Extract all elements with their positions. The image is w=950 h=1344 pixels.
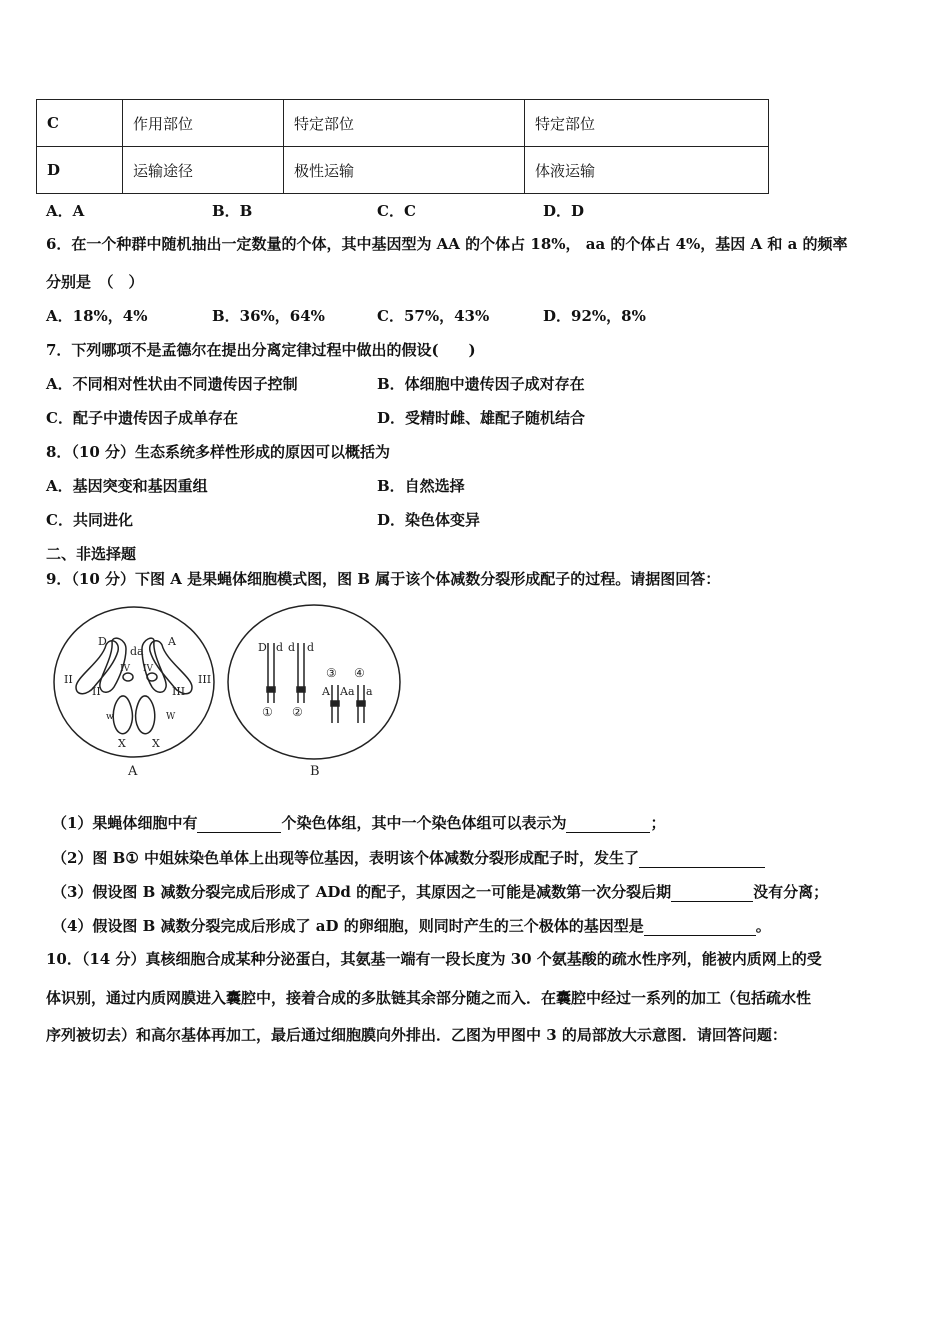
q9-sub3-text: （3）假设图 B 减数分裂完成后形成了 ADd 的配子，其原因之一可能是减数第一次分裂后期: [52, 883, 672, 901]
q6-option-c[interactable]: C．57%，43%: [377, 307, 490, 325]
table-cell: 作用部位: [123, 100, 284, 147]
answer-blank[interactable]: [644, 919, 756, 936]
q9-stem: 9．（10 分）下图 A 是果蝇体细胞模式图，图 B 属于该个体减数分裂形成配子的过程。请据图回答：: [46, 570, 721, 588]
chromosome-label: D: [98, 635, 107, 648]
chromosome-label: d: [130, 645, 138, 658]
q9-sub4-text: （4）假设图 B 减数分裂完成后形成了 aD 的卵细胞，则同时产生的三个极体的基因型是: [52, 917, 644, 935]
q6-stem-line2: 分别是 （ ）: [46, 273, 144, 291]
q9-sub1-text: ；: [650, 814, 666, 832]
answer-blank[interactable]: [197, 816, 281, 833]
chromosome-label: ③: [326, 666, 337, 680]
chromosome-label: a: [137, 645, 144, 658]
chromosome-label: A: [322, 685, 330, 698]
q7-stem: 7．下列哪项不是孟德尔在提出分离定律过程中做出的假设( ): [46, 341, 476, 359]
answer-blank[interactable]: [639, 851, 765, 868]
chromosome-label: d: [276, 641, 284, 654]
q7-option-c[interactable]: C．配子中遗传因子成单存在: [46, 409, 238, 427]
table-cell: 特定部位: [284, 100, 525, 147]
q9-sub1-text: （1）果蝇体细胞中有: [52, 814, 198, 832]
table-row: [37, 100, 769, 147]
q8-option-a[interactable]: A．基因突变和基因重组: [46, 477, 208, 495]
comparison-table: [36, 99, 769, 194]
cell-diagram: [48, 603, 408, 785]
section-heading: 二、非选择题: [46, 545, 137, 563]
q10-stem-line3: 序列被切去）和高尔基体再加工，最后通过细胞膜向外排出．乙图为甲图中 3 的局部放大示意图．请回答问题：: [46, 1026, 787, 1044]
q6-stem-line1: 6．在一个种群中随机抽出一定数量的个体，其中基因型为 AA 的个体占 18%， aa 的个体占 4%，基因 A 和 a 的频率: [46, 235, 848, 253]
q10-stem-line1: 10．（14 分）真核细胞合成某种分泌蛋白，其氨基一端有一段长度为 30 个氨基酸的疏水性序列，能被内质网上的受: [46, 950, 822, 968]
chromosome-label: II: [64, 673, 73, 686]
q9-sub2-text: （2）图 B① 中姐妹染色单体上出现等位基因，表明该个体减数分裂形成配子时，发生了: [52, 849, 640, 867]
chromosome-label: a: [366, 685, 373, 698]
table-cell: 特定部位: [525, 100, 769, 147]
q8-stem: 8．（10 分）生态系统多样性形成的原因可以概括为: [46, 443, 391, 461]
answer-blank[interactable]: [671, 885, 753, 902]
table-cell: C: [37, 100, 123, 147]
q9-sub3: [52, 881, 828, 902]
chromosome-label: X: [152, 737, 160, 750]
table-cell: 运输途径: [123, 147, 284, 194]
chromosome-label: III: [198, 673, 212, 686]
table-row: [37, 147, 769, 194]
cell-b: [228, 605, 400, 759]
table-cell: 极性运输: [284, 147, 525, 194]
q5-option-d[interactable]: D．D: [543, 202, 585, 220]
chromosome-label: d: [307, 641, 315, 654]
q9-sub4: [52, 915, 771, 936]
figure-label-b: B: [310, 764, 320, 779]
chromosome-label: X: [118, 737, 126, 750]
chromosome-label: ④: [354, 666, 365, 680]
q5-option-b[interactable]: B．B: [212, 202, 253, 220]
chromosome-label: W: [166, 712, 176, 722]
chromosome-label: w: [106, 712, 114, 722]
q9-sub3-text: 没有分离；: [753, 883, 829, 901]
chromosome-label: d: [288, 641, 296, 654]
q7-option-a[interactable]: A．不同相对性状由不同遗传因子控制: [46, 375, 298, 393]
chromosome-label: A: [168, 635, 176, 648]
chromosome-label: A: [340, 685, 348, 698]
q8-option-b[interactable]: B．自然选择: [377, 477, 465, 495]
q7-option-b[interactable]: B．体细胞中遗传因子成对存在: [377, 375, 585, 393]
q9-sub1: [52, 812, 665, 833]
q6-option-d[interactable]: D．92%，8%: [543, 307, 646, 325]
chromosome-label: ①: [262, 705, 273, 719]
table-cell: 体液运输: [525, 147, 769, 194]
q8-option-c[interactable]: C．共同进化: [46, 511, 133, 529]
q9-sub1-text: 个染色体组，其中一个染色体组可以表示为: [281, 814, 567, 832]
figure-label-a: A: [128, 764, 138, 779]
q6-option-a[interactable]: A．18%，4%: [46, 307, 148, 325]
q10-stem-line2: 体识别，通过内质网膜进入囊腔中，接着合成的多肽链其余部分随之而入．在囊腔中经过一系列的加工（包括疏水性: [46, 989, 812, 1007]
chromosome-label: IV: [120, 664, 131, 674]
chromosome-label: II: [92, 685, 101, 698]
table-cell: D: [37, 147, 123, 194]
chromosome-label: III: [172, 685, 186, 698]
chromosome-label: ②: [292, 705, 303, 719]
chromosome-label: IV: [143, 664, 154, 674]
q9-sub4-text: 。: [755, 917, 771, 935]
q5-option-c[interactable]: C．C: [377, 202, 416, 220]
q9-sub2: [52, 847, 765, 868]
q5-option-a[interactable]: A．A: [46, 202, 85, 220]
chromosome-label: D: [258, 641, 267, 654]
q6-option-b[interactable]: B．36%，64%: [212, 307, 325, 325]
cell-a: [54, 607, 214, 757]
answer-blank[interactable]: [566, 816, 650, 833]
q8-option-d[interactable]: D．染色体变异: [377, 511, 481, 529]
chromosome-label: a: [348, 685, 355, 698]
q7-option-d[interactable]: D．受精时雌、雄配子随机结合: [377, 409, 586, 427]
